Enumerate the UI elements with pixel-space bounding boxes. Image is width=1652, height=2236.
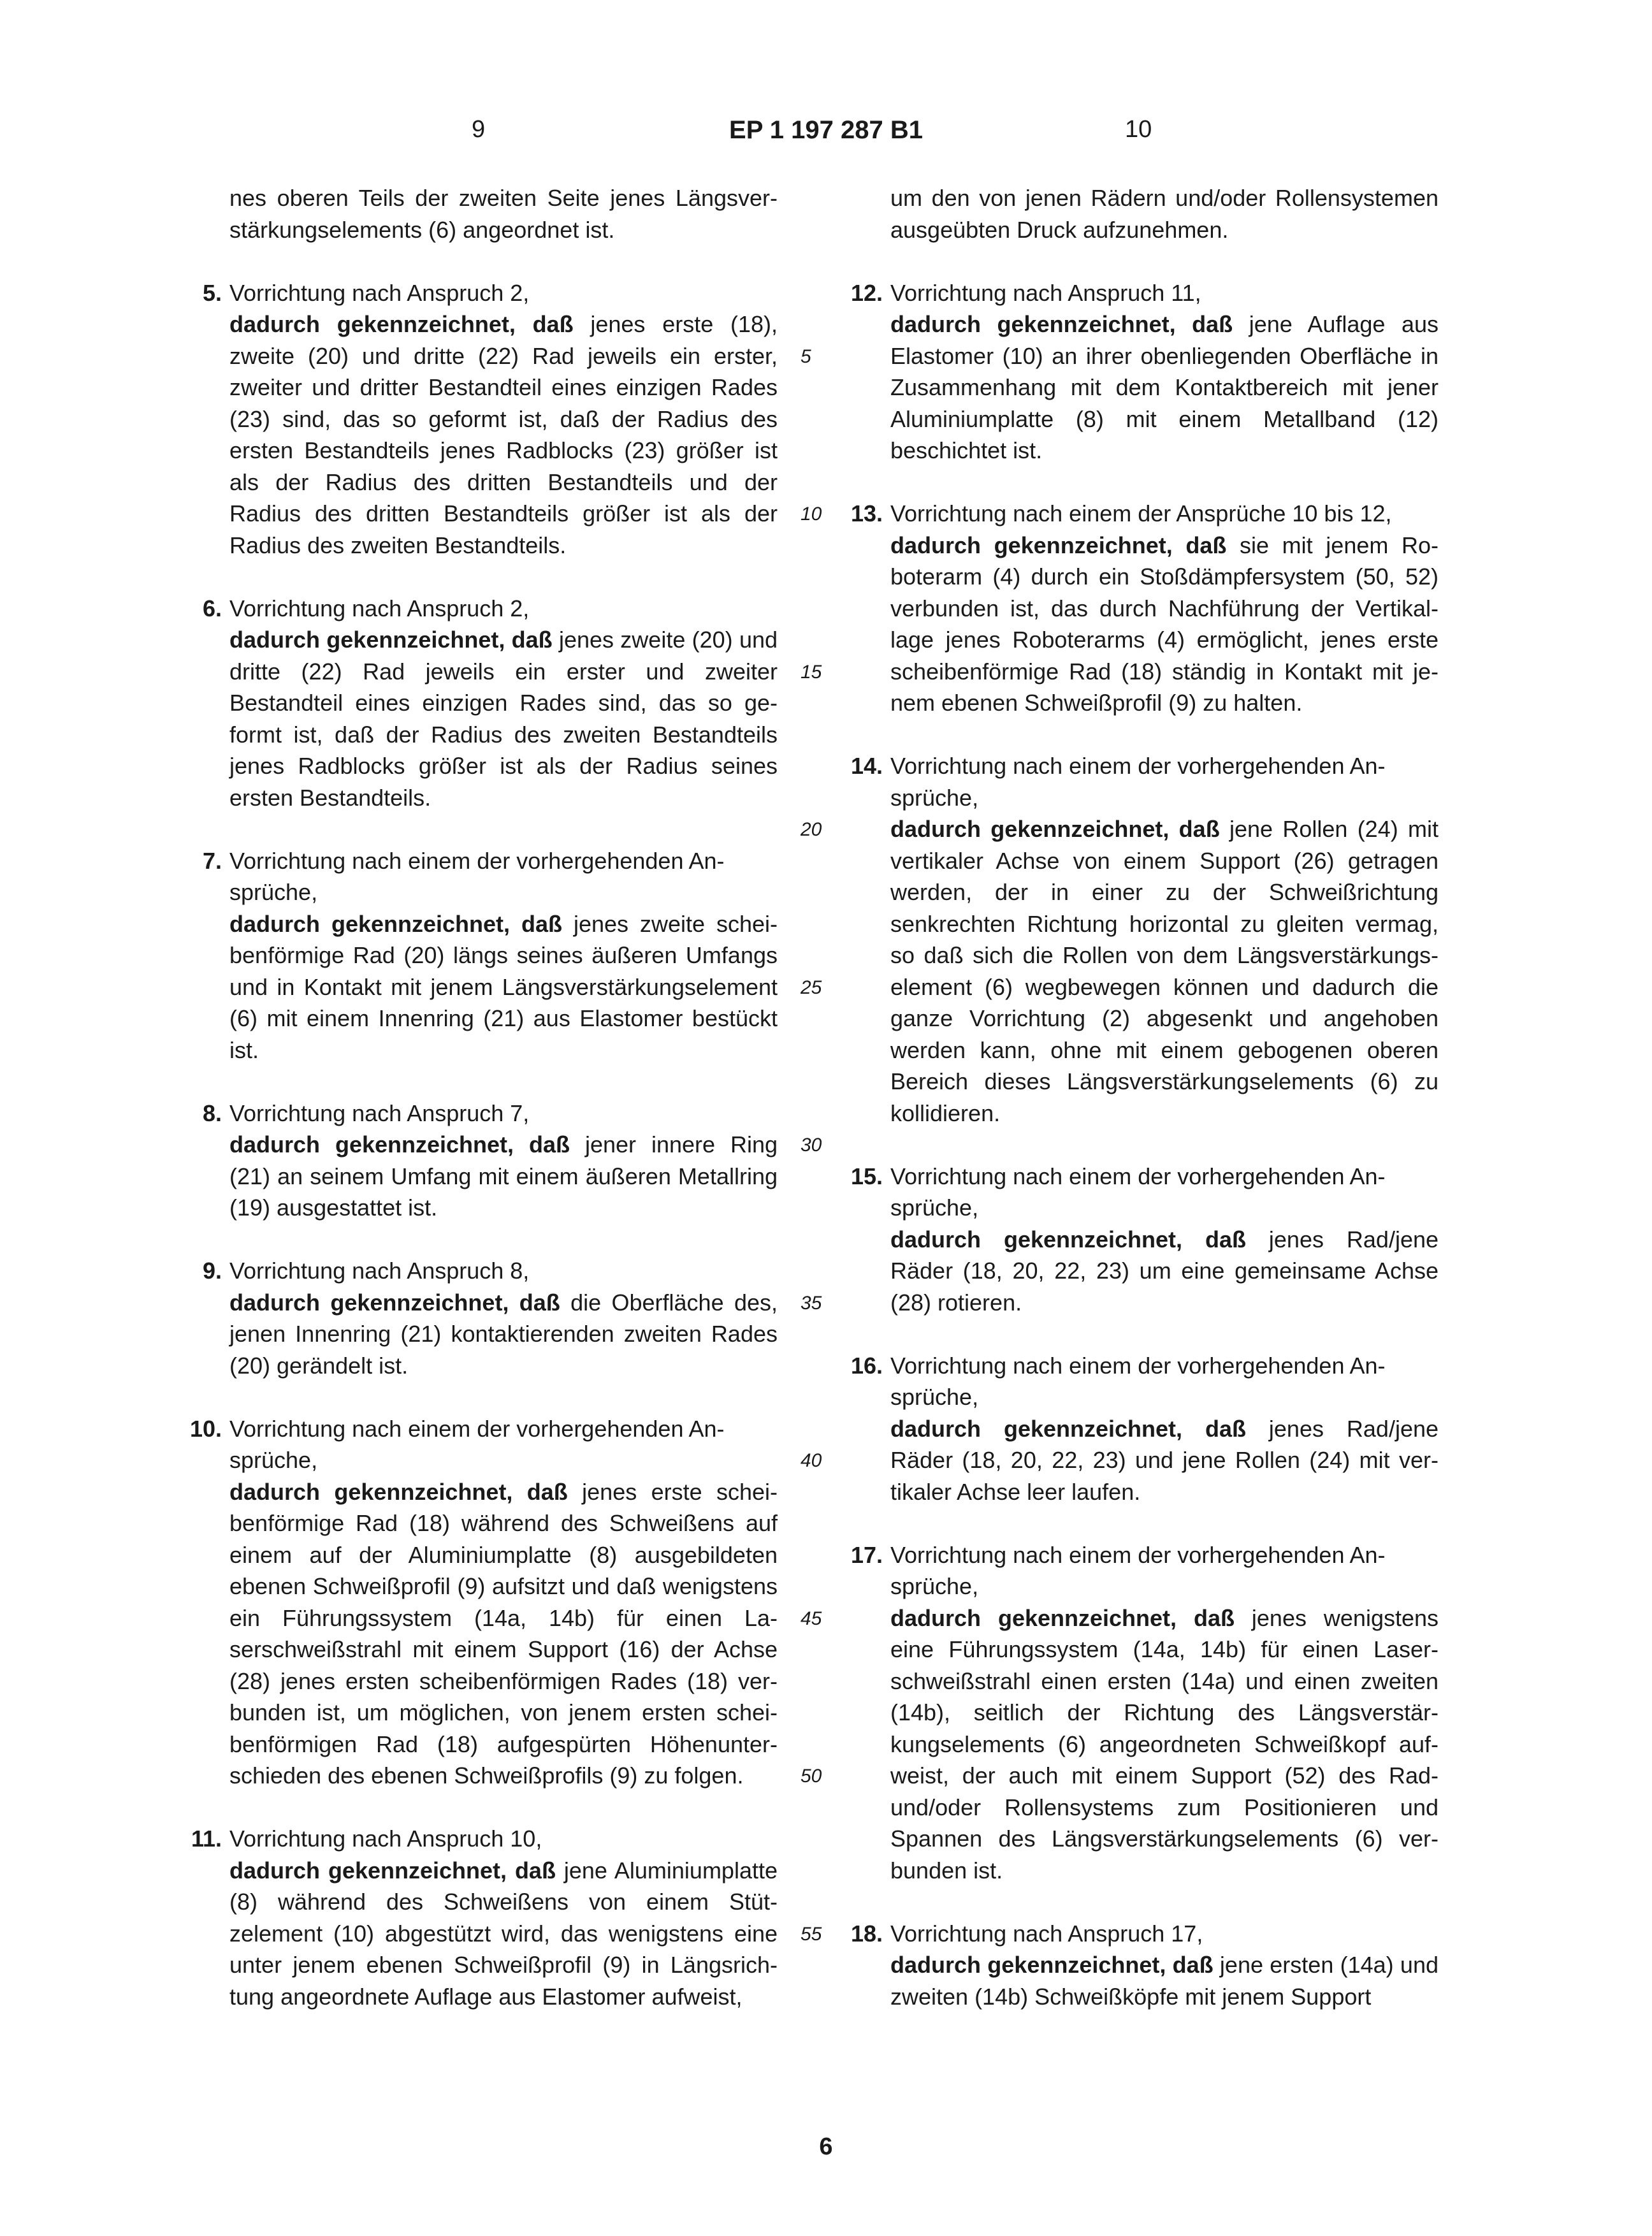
line-number: 25	[801, 976, 822, 998]
continuation-text: um den von jenen Rädern und/oder Rollensystemen ausgeübten Druck aufzunehmen.	[890, 185, 1438, 243]
claim-keyword: dadurch gekennzeichnet, daß	[229, 910, 562, 937]
line-number: 5	[801, 345, 811, 367]
claim-lead: Vorrichtung nach Anspruch 2,	[229, 595, 530, 621]
claim-keyword: dadurch gekennzeichnet, daß	[890, 1952, 1214, 1978]
claim	[202, 1098, 778, 1224]
claim-text: jene ersten (14a) und zweiten (14b) Schweißköpfe mit jenem Support	[890, 1952, 1439, 2010]
claim-number: 8.	[202, 1100, 222, 1126]
claim-lead: Vorrichtung nach einem der vorhergehenden Ansprüche,	[890, 1541, 1386, 1599]
claim	[850, 1539, 1439, 1887]
claim-lead: Vorrichtung nach einem der vorhergehenden Ansprüche,	[229, 847, 725, 905]
claim-number: 17.	[850, 1541, 883, 1568]
claim-number: 10.	[189, 1415, 222, 1442]
line-number: 50	[801, 1766, 822, 1787]
publication-number: EP 1 197 287 B1	[729, 116, 923, 144]
claim	[189, 1413, 778, 1792]
claim-text: jenes Rad/jene Räder (18, 20, 22, 23) um eine gemeinsame Achse (28) rotieren.	[890, 1226, 1439, 1316]
claim-lead: Vorrichtung nach Anspruch 10,	[229, 1826, 542, 1852]
line-number: 30	[801, 1135, 822, 1156]
claim-keyword: dadurch gekennzeichnet, daß	[229, 311, 574, 337]
claim-lead: Vorrichtung nach Anspruch 7,	[229, 1100, 530, 1126]
line-number: 55	[801, 1923, 822, 1945]
line-number: 20	[801, 819, 822, 840]
left-column	[189, 182, 778, 2012]
claim-lead: Vorrichtung nach Anspruch 11,	[890, 279, 1201, 306]
line-number: 15	[801, 661, 822, 683]
claim-keyword: dadurch gekennzeichnet, daß	[229, 627, 553, 653]
page-footer-number: 6	[819, 2133, 833, 2160]
line-number: 10	[801, 504, 822, 525]
claim-text: jenes zweite scheibenförmige Rad (20) längs seines äußeren Umfangs und in Kontakt mit jenem Längsverstärkungselement (6) mit einem Innenring (21) aus Elastomer bestückt ist.	[229, 910, 778, 1063]
claim-keyword: dadurch gekennzeichnet, daß	[229, 1857, 556, 1884]
claim-number: 5.	[202, 279, 222, 306]
claim	[202, 593, 778, 814]
claim-number: 11.	[191, 1826, 222, 1852]
claim	[850, 750, 1439, 1129]
claim-number: 15.	[850, 1163, 883, 1189]
line-number: 45	[801, 1608, 822, 1629]
claim-lead: Vorrichtung nach Anspruch 8,	[229, 1258, 530, 1284]
claim-number: 7.	[202, 847, 222, 874]
claim-keyword: dadurch gekennzeichnet, daß	[890, 1415, 1246, 1442]
claim-text: jenes erste scheibenförmige Rad (18) während des Schweißens auf einem auf der Aluminiumplatte (8) ausgebildeten ebenen Schweißprofil (9) aufsitzt und daß wenigstens ein Führungssystem (14a, 14b) für einen Laserschweißstrahl mit einem Support (16) der Achse (28) jenes ersten scheibenförmigen Rades (18) verbunden ist, um möglichen, von jenem ersten scheibenförmigen Rad (18) aufgespürten Höhenunterschieden des ebenen Schweißprofils (9) zu folgen.	[229, 1478, 778, 1789]
claim-keyword: dadurch gekennzeichnet, daß	[890, 532, 1227, 558]
claim-text: jenes zweite (20) und dritte (22) Rad jeweils ein erster und zweiter Bestandteil eines einzigen Rades sind, das so geformt ist, daß der Radius des zweiten Bestandteils jenes Radblocks größer ist als der Radius seines ersten Bestandteils.	[229, 627, 778, 811]
claim-number: 18.	[850, 1920, 883, 1947]
claim	[202, 277, 778, 562]
claim-text: jenes Rad/jene Räder (18, 20, 22, 23) und jene Rollen (24) mit vertikaler Achse leer laufen.	[890, 1415, 1439, 1505]
claim-number: 14.	[850, 753, 883, 779]
claim-text: jenes wenigstens eine Führungssystem (14a, 14b) für einen Laserschweißstrahl einen ersten (14a) und einen zweiten (14b), seitlich der Richtung des Längsverstärkungselements (6) angeordneten Schweißkopf aufweist, der auch mit einem Support (52) des Radund/oder Rollensystems zum Positionieren und Spannen des Längsverstärkungselements (6) verbunden ist.	[890, 1604, 1439, 1884]
claim-text: jene Auflage aus Elastomer (10) an ihrer obenliegenden Oberfläche in Zusammenhang mit dem Kontaktbereich mit jener Aluminiumplatte (8) mit einem Metallband (12) beschichtet ist.	[890, 311, 1438, 463]
claim	[850, 277, 1438, 467]
claim-text: jene Aluminiumplatte (8) während des Schweißens von einem Stützelement (10) abgestützt wird, das wenigstens eine unter jenem ebenen Schweißprofil (9) in Längsrichtung angeordnete Auflage aus Elastomer aufweist,	[229, 1857, 778, 2010]
claim-number: 12.	[850, 279, 883, 306]
claim-keyword: dadurch gekennzeichnet, daß	[229, 1478, 568, 1505]
claim-text: jener innere Ring (21) an seinem Umfang mit einem äußeren Metallring (19) ausgestattet ist.	[229, 1131, 778, 1221]
claim-lead: Vorrichtung nach einem der vorhergehenden Ansprüche,	[890, 753, 1386, 811]
claim	[850, 1350, 1439, 1508]
claim-text: jene Rollen (24) mit vertikaler Achse von einem Support (26) getragen werden, der in einer zu der Schweißrichtung senkrechten Richtung horizontal zu gleiten vermag, so daß sich die Rollen von dem Längsverstärkungselement (6) wegbewegen können und dadurch die ganze Vorrichtung (2) abgesenkt und angehoben werden kann, ohne mit einem gebogenen oberen Bereich dieses Längsverstärkungselements (6) zu kollidieren.	[890, 816, 1439, 1126]
claim-lead: Vorrichtung nach einem der vorhergehenden Ansprüche,	[890, 1352, 1386, 1410]
page-number-right: 10	[1125, 116, 1152, 143]
claim-keyword: dadurch gekennzeichnet, daß	[890, 1604, 1235, 1631]
claim	[850, 498, 1439, 719]
claim-keyword: dadurch gekennzeichnet, daß	[229, 1289, 560, 1316]
claim-number: 16.	[850, 1352, 883, 1379]
claim-text: die Oberfläche des, jenen Innenring (21) kontaktierenden zweiten Rades (20) gerändelt ist.	[229, 1289, 778, 1379]
claim	[202, 1255, 778, 1381]
continuation-text: nes oberen Teils der zweiten Seite jenes Längsverstärkungselements (6) angeordnet ist.	[229, 185, 778, 243]
claim-number: 9.	[202, 1258, 222, 1284]
claim-number: 13.	[850, 500, 883, 526]
claim-text: jenes erste (18), zweite (20) und dritte (22) Rad jeweils ein erster, zweiter und dritter Bestandteil eines einzigen Rades (23) sind, das so geformt ist, daß der Radius des ersten Bestandteils jenes Radblocks (23) größer ist als der Radius des dritten Bestandteils und der Radius des dritten Bestandteils größer ist als der Radius des zweiten Bestandteils.	[229, 311, 778, 558]
claim	[850, 1918, 1439, 2013]
claim-keyword: dadurch gekennzeichnet, daß	[890, 311, 1233, 337]
claim	[202, 845, 778, 1066]
claim-keyword: dadurch gekennzeichnet, daß	[890, 1226, 1246, 1252]
claim-text: sie mit jenem Roboterarm (4) durch ein Stoßdämpfersystem (50, 52) verbunden ist, das durch Nachführung der Vertikallage jenes Roboterarms (4) ermöglicht, jenes erste scheibenförmige Rad (18) ständig in Kontakt mit jenem ebenen Schweißprofil (9) zu halten.	[890, 532, 1439, 716]
right-column	[850, 182, 1439, 2012]
page-number-left: 9	[472, 116, 486, 143]
claim-lead: Vorrichtung nach Anspruch 2,	[229, 279, 530, 306]
claim-keyword: dadurch gekennzeichnet, daß	[890, 816, 1220, 842]
claim	[191, 1823, 778, 2012]
claim-lead: Vorrichtung nach einem der vorhergehenden Ansprüche,	[890, 1163, 1386, 1221]
claim-lead: Vorrichtung nach einem der vorhergehenden Ansprüche,	[229, 1415, 725, 1473]
claim-lead: Vorrichtung nach Anspruch 17,	[890, 1920, 1203, 1947]
claim-number: 6.	[202, 595, 222, 621]
claim-lead: Vorrichtung nach einem der Ansprüche 10 bis 12,	[890, 500, 1392, 526]
line-number: 40	[801, 1450, 822, 1471]
claim	[850, 1161, 1439, 1319]
claim-keyword: dadurch gekennzeichnet, daß	[229, 1131, 570, 1158]
line-number: 35	[801, 1292, 822, 1314]
